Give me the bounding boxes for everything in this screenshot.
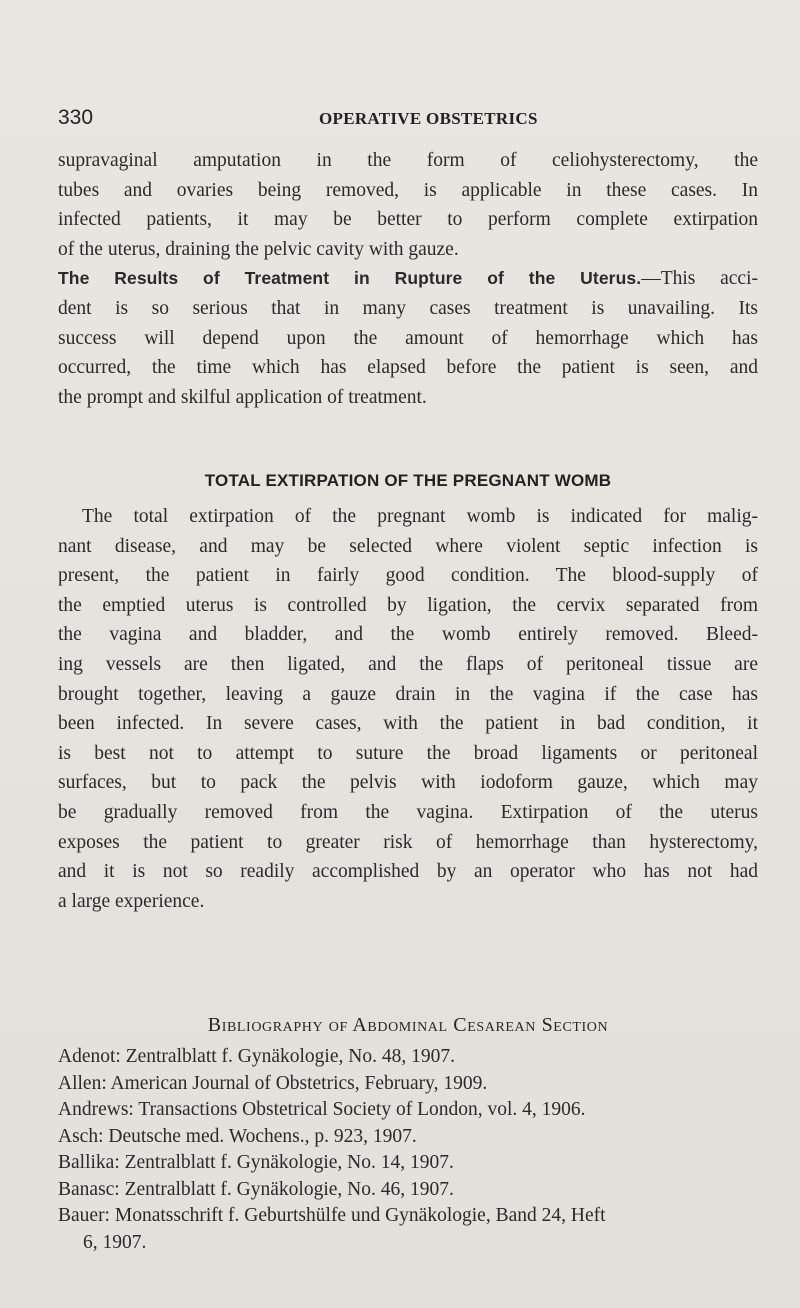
text-line: brought together, leaving a gauze drain in the vagina if the case has	[58, 683, 758, 705]
text-line: success will depend upon the amount of hemorrhage which has	[58, 327, 758, 349]
text-line: infected patients, it may be better to perform complete extirpation	[58, 209, 758, 231]
paragraph-results-of-treatment	[58, 264, 758, 412]
text-line: the emptied uterus is controlled by ligation, the cervix separated from	[58, 594, 758, 616]
bibliography-entry: Adenot: Zentralblatt f. Gynäkologie, No. 48, 1907.	[58, 1046, 455, 1067]
text-line: a large experience.	[58, 890, 205, 912]
bibliography-entry: Bauer: Monatsschrift f. Geburtshülfe und Gynäkologie, Band 24, Heft	[58, 1205, 606, 1226]
text-line: supravaginal amputation in the form of celiohysterectomy, the	[58, 150, 758, 171]
text-line	[58, 264, 758, 294]
bibliography-entry: Banasc: Zentralblatt f. Gynäkologie, No. 46, 1907.	[58, 1178, 454, 1200]
text-line: be gradually removed from the vagina. Extirpation of the uterus	[58, 801, 758, 823]
bibliography-list	[58, 1044, 758, 1256]
bibliography-entry-continuation: 6, 1907.	[83, 1231, 147, 1253]
bibliography-entry: Andrews: Transactions Obstetrical Society of London, vol. 4, 1906.	[58, 1099, 586, 1120]
text-line: surfaces, but to pack the pelvis with iodoform gauze, which may	[58, 772, 758, 794]
text-line: ing vessels are then ligated, and the flaps of peritoneal tissue are	[58, 653, 758, 675]
page-number: 330	[58, 106, 94, 129]
text-line: of the uterus, draining the pelvic cavity with gauze.	[58, 238, 459, 260]
text-line: present, the patient in fairly good condition. The blood-supply of	[58, 565, 758, 587]
text-line: occurred, the time which has elapsed before the patient is seen, and	[58, 357, 758, 379]
running-title: OPERATIVE OBSTETRICS	[319, 109, 538, 128]
text-line: The total extirpation of the pregnant womb is indicated for malig-	[82, 506, 758, 527]
section-heading: TOTAL EXTIRPATION OF THE PREGNANT WOMB	[204, 471, 612, 490]
text-fragment: —This acci-	[641, 268, 758, 290]
text-line: exposes the patient to greater risk of hemorrhage than hysterectomy,	[58, 831, 758, 853]
text-line: been infected. In severe cases, with the patient in bad condition, it	[58, 713, 758, 735]
bibliography-entry: Ballika: Zentralblatt f. Gynäkologie, No. 14, 1907.	[58, 1152, 454, 1173]
bibliography-entry: Allen: American Journal of Obstetrics, February, 1909.	[58, 1072, 488, 1094]
text-line: dent is so serious that in many cases treatment is unavailing. Its	[58, 297, 758, 319]
text-line: and it is not so readily accomplished by an operator who has not had	[58, 861, 758, 883]
text-line: the prompt and skilful application of treatment.	[58, 386, 427, 408]
bibliography-heading: Bibliography of Abdominal Cesarean Section	[207, 1014, 609, 1036]
section-body	[58, 502, 758, 916]
bibliography-entry: Asch: Deutsche med. Wochens., p. 923, 1907.	[58, 1125, 417, 1147]
page-header	[58, 106, 758, 132]
paragraph-supravaginal	[58, 146, 758, 264]
text-line: the vagina and bladder, and the womb entirely removed. Bleed-	[58, 624, 758, 646]
text-line: nant disease, and may be selected where violent septic infection is	[58, 535, 758, 557]
run-in-heading: The Results of Treatment in Rupture of the Uterus.	[58, 268, 642, 289]
text-line: is best not to attempt to suture the broad ligaments or peritoneal	[58, 742, 758, 764]
body-text	[58, 146, 758, 412]
paragraph-total-extirpation	[58, 502, 758, 916]
text-line: tubes and ovaries being removed, is applicable in these cases. In	[58, 179, 758, 201]
